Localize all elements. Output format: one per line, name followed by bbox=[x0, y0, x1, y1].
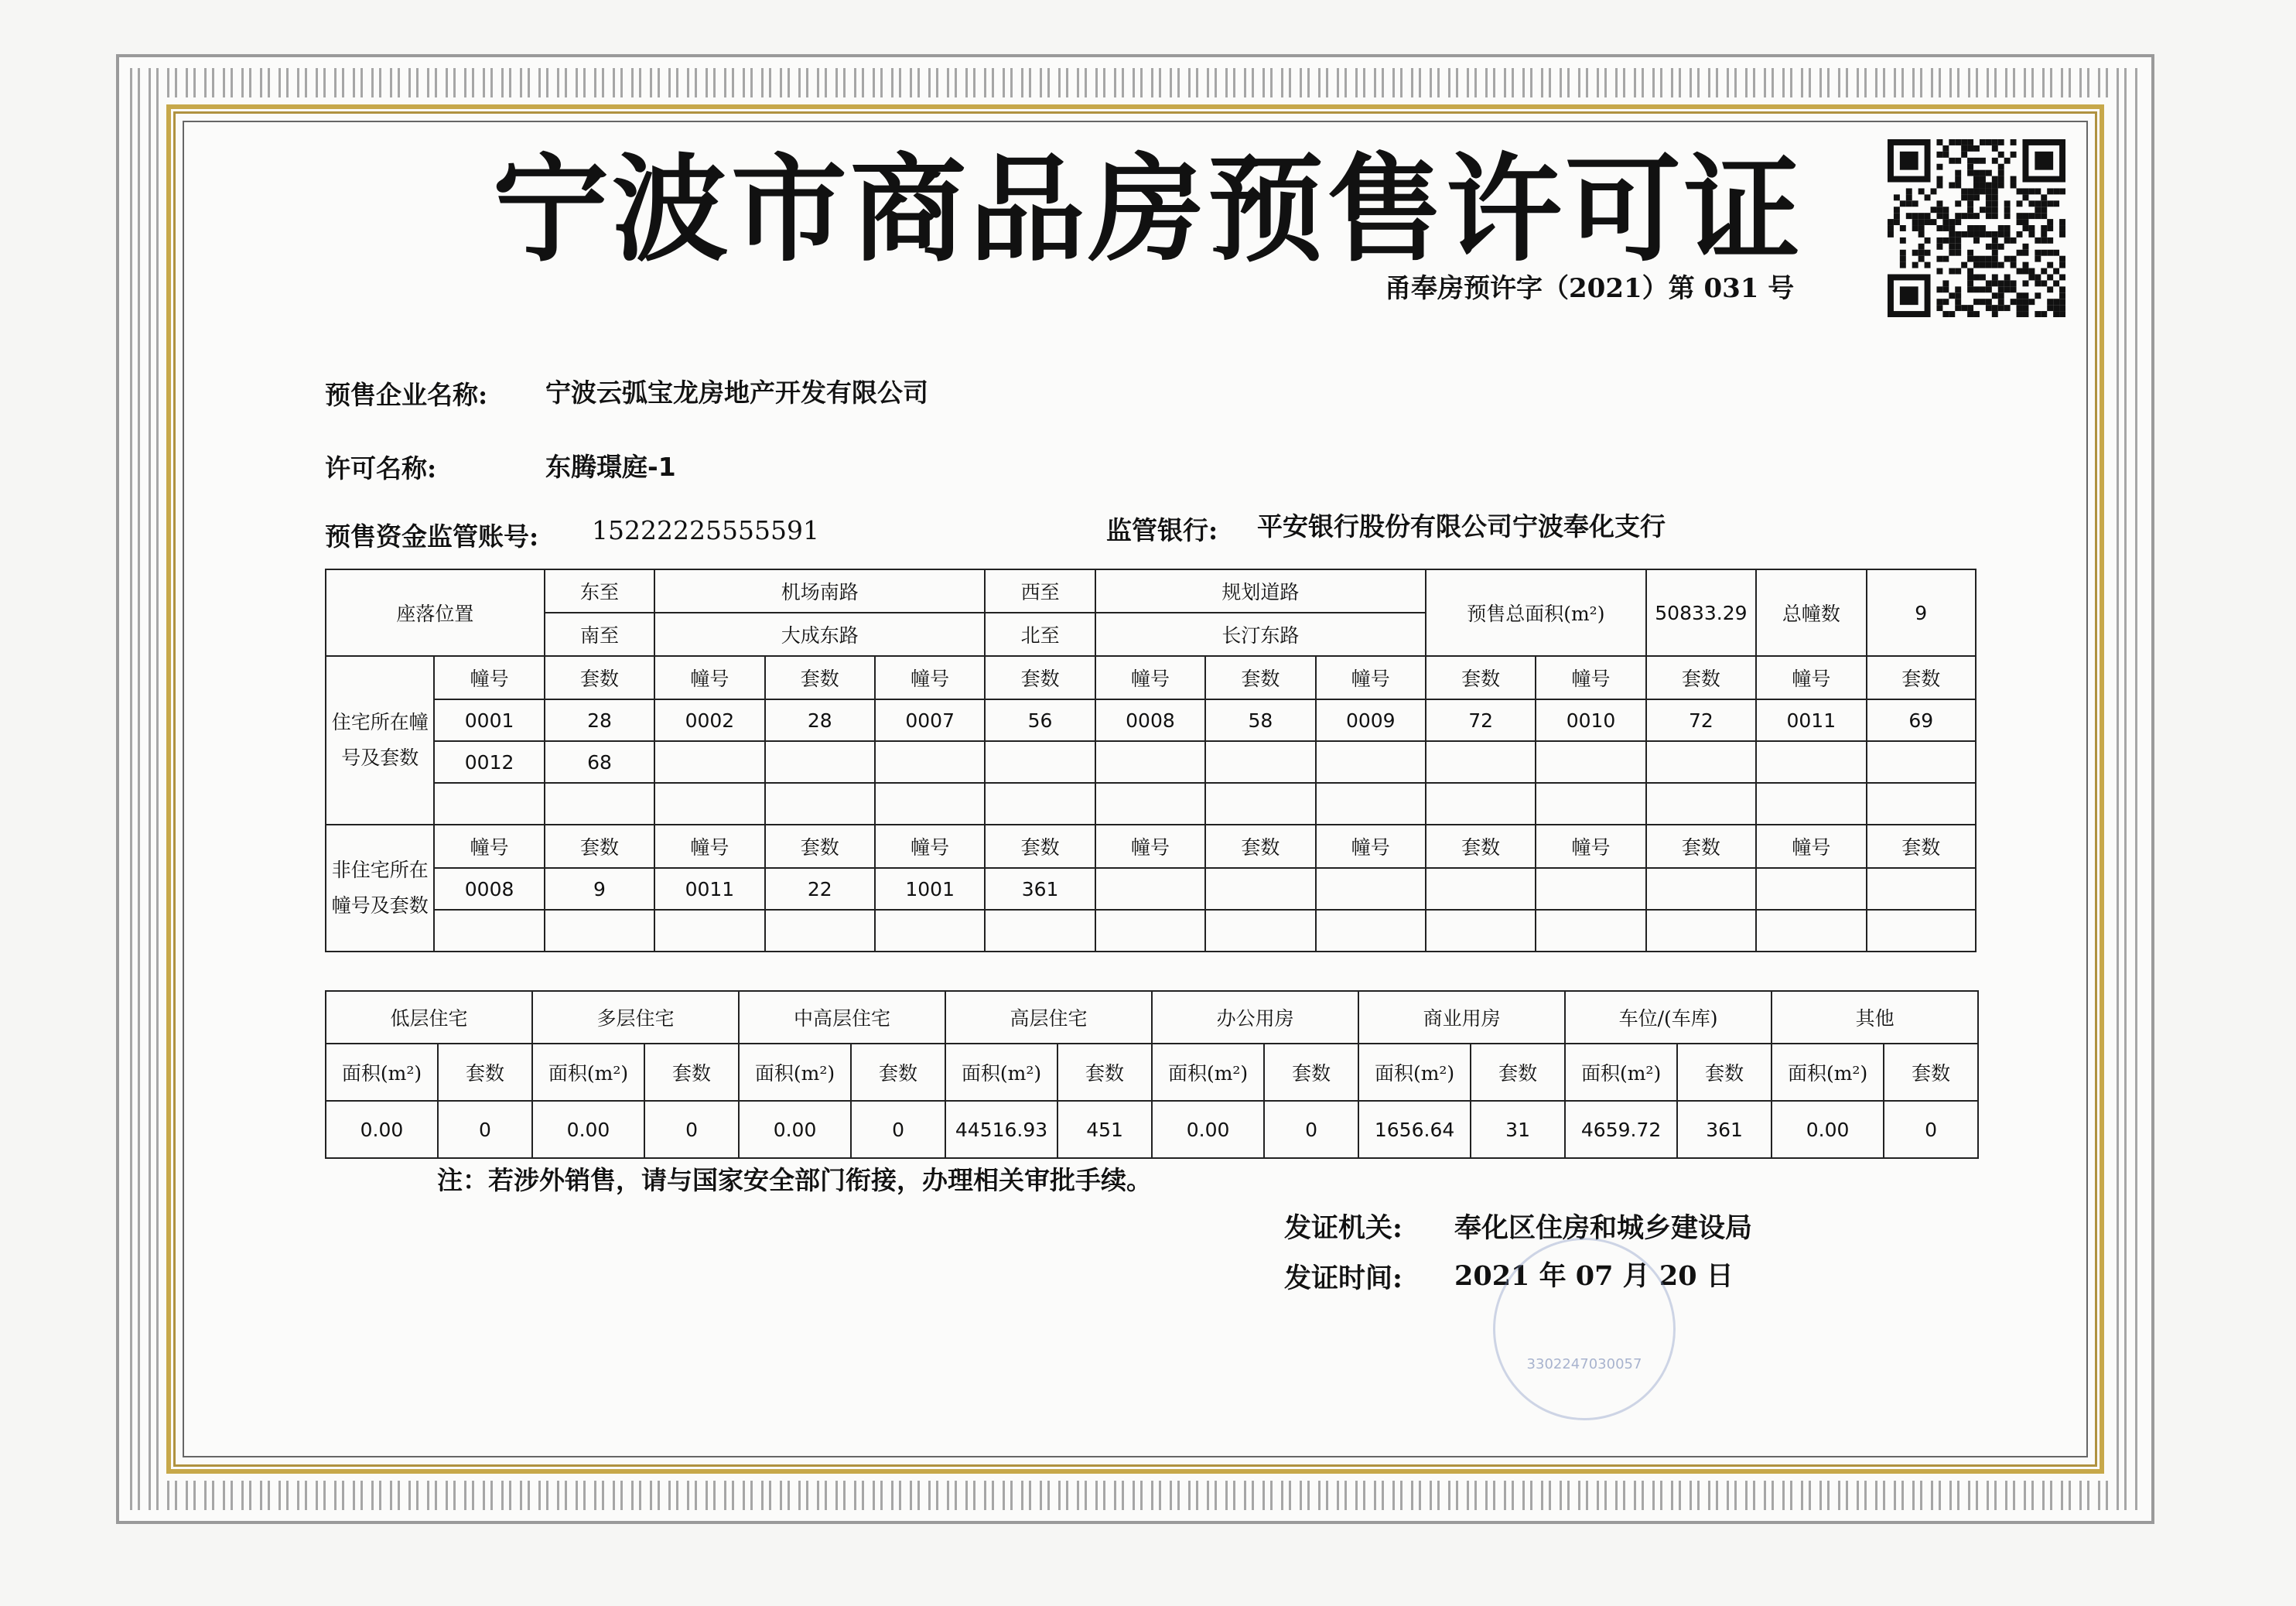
unit-count-cell bbox=[1646, 783, 1756, 825]
building-number-cell: 0010 bbox=[1536, 699, 1645, 741]
unit-count-cell bbox=[985, 783, 1095, 825]
units-header: 套数 bbox=[644, 1044, 739, 1101]
building-number-cell bbox=[1756, 910, 1866, 952]
units-value: 31 bbox=[1471, 1101, 1565, 1158]
col-units-header: 套数 bbox=[1426, 825, 1536, 868]
col-building-header: 幢号 bbox=[1095, 656, 1205, 699]
unit-count-cell bbox=[765, 910, 875, 952]
issuer-value: 奉化区住房和城乡建设局 bbox=[1454, 1212, 1753, 1244]
col-building-header: 幢号 bbox=[875, 656, 985, 699]
unit-count-cell bbox=[545, 783, 654, 825]
building-number-cell: 0002 bbox=[654, 699, 764, 741]
south-value: 大成东路 bbox=[654, 613, 985, 656]
building-number-cell: 0011 bbox=[1756, 699, 1866, 741]
building-number-cell bbox=[1536, 783, 1645, 825]
area-value: 0.00 bbox=[1772, 1101, 1884, 1158]
units-header: 套数 bbox=[1677, 1044, 1772, 1101]
building-number-cell bbox=[434, 910, 544, 952]
building-number-cell: 0008 bbox=[1095, 699, 1205, 741]
col-building-header: 幢号 bbox=[1536, 656, 1645, 699]
building-number-cell bbox=[1756, 783, 1866, 825]
area-value: 0.00 bbox=[532, 1101, 644, 1158]
east-value: 机场南路 bbox=[654, 569, 985, 613]
unit-count-cell: 69 bbox=[1867, 699, 1976, 741]
units-value: 0 bbox=[644, 1101, 739, 1158]
unit-count-cell bbox=[985, 910, 1095, 952]
area-header: 面积(m²) bbox=[532, 1044, 644, 1101]
unit-count-cell: 9 bbox=[545, 868, 654, 910]
area-value: 0.00 bbox=[326, 1101, 438, 1158]
unit-count-cell: 58 bbox=[1205, 699, 1315, 741]
unit-count-cell bbox=[1426, 910, 1536, 952]
building-number-cell bbox=[654, 783, 764, 825]
unit-count-cell bbox=[545, 910, 654, 952]
building-number-cell bbox=[1095, 783, 1205, 825]
building-number-cell bbox=[1316, 910, 1426, 952]
building-table bbox=[325, 569, 1977, 952]
east-label: 东至 bbox=[545, 569, 654, 613]
qr-code-icon bbox=[1888, 139, 2065, 317]
issue-date-label: 发证时间: bbox=[1284, 1263, 1403, 1294]
building-number-cell bbox=[1756, 868, 1866, 910]
unit-count-cell bbox=[765, 741, 875, 783]
building-number-cell: 0011 bbox=[654, 868, 764, 910]
building-number-cell: 0001 bbox=[434, 699, 544, 741]
issue-date-value: 2021 年 07 月 20 日 bbox=[1454, 1260, 1734, 1292]
building-number-cell bbox=[1095, 868, 1205, 910]
col-building-header: 幢号 bbox=[654, 656, 764, 699]
seal-code: 3302247030057 bbox=[1526, 1356, 1642, 1372]
permit-name-value: 东腾璟庭-1 bbox=[545, 452, 676, 482]
bank-value: 平安银行股份有限公司宁波奉化支行 bbox=[1257, 511, 1666, 542]
area-value: 0.00 bbox=[1152, 1101, 1264, 1158]
col-units-header: 套数 bbox=[1205, 656, 1315, 699]
company-label: 预售企业名称: bbox=[325, 380, 488, 410]
unit-count-cell bbox=[1867, 741, 1976, 783]
unit-count-cell bbox=[1205, 868, 1315, 910]
account-value: 15222225555591 bbox=[592, 515, 819, 545]
area-header: 面积(m²) bbox=[1772, 1044, 1884, 1101]
units-header: 套数 bbox=[1057, 1044, 1152, 1101]
building-number-cell bbox=[1316, 741, 1426, 783]
col-building-header: 幢号 bbox=[875, 825, 985, 868]
col-building-header: 幢号 bbox=[1756, 825, 1866, 868]
area-header: 面积(m²) bbox=[739, 1044, 851, 1101]
col-building-header: 幢号 bbox=[1316, 825, 1426, 868]
col-units-header: 套数 bbox=[545, 656, 654, 699]
north-label: 北至 bbox=[985, 613, 1095, 656]
building-number-cell bbox=[654, 910, 764, 952]
table-row bbox=[326, 783, 1976, 825]
units-value: 0 bbox=[438, 1101, 532, 1158]
units-value: 0 bbox=[851, 1101, 945, 1158]
building-number-cell bbox=[875, 783, 985, 825]
unit-count-cell bbox=[1205, 783, 1315, 825]
table-row bbox=[326, 910, 1976, 952]
unit-count-cell bbox=[1426, 741, 1536, 783]
col-units-header: 套数 bbox=[985, 656, 1095, 699]
unit-count-cell: 72 bbox=[1426, 699, 1536, 741]
building-number-cell bbox=[1316, 783, 1426, 825]
summary-table bbox=[325, 990, 1979, 1159]
building-number-cell bbox=[1536, 868, 1645, 910]
building-number-cell bbox=[434, 783, 544, 825]
category-header: 中高层住宅 bbox=[739, 991, 945, 1044]
company-value: 宁波云弧宝龙房地产开发有限公司 bbox=[545, 378, 928, 408]
col-building-header: 幢号 bbox=[1536, 825, 1645, 868]
residential-section bbox=[326, 656, 1976, 825]
unit-count-cell: 28 bbox=[545, 699, 654, 741]
building-number-cell bbox=[1756, 741, 1866, 783]
south-label: 南至 bbox=[545, 613, 654, 656]
residential-label: 住宅所在幢号及套数 bbox=[326, 656, 434, 825]
col-units-header: 套数 bbox=[1205, 825, 1315, 868]
building-number-cell bbox=[1316, 868, 1426, 910]
issuer-label: 发证机关: bbox=[1284, 1212, 1403, 1244]
west-label: 西至 bbox=[985, 569, 1095, 613]
unit-count-cell bbox=[1426, 783, 1536, 825]
col-units-header: 套数 bbox=[765, 656, 875, 699]
unit-count-cell bbox=[1867, 868, 1976, 910]
building-number-cell: 0007 bbox=[875, 699, 985, 741]
unit-count-cell: 56 bbox=[985, 699, 1095, 741]
col-units-header: 套数 bbox=[985, 825, 1095, 868]
units-value: 0 bbox=[1884, 1101, 1978, 1158]
table-row bbox=[326, 868, 1976, 910]
total-area-value: 50833.29 bbox=[1646, 569, 1756, 656]
building-number-cell: 0012 bbox=[434, 741, 544, 783]
area-header: 面积(m²) bbox=[1152, 1044, 1264, 1101]
total-area-label: 预售总面积(m²) bbox=[1426, 569, 1646, 656]
category-header: 多层住宅 bbox=[532, 991, 739, 1044]
col-building-header: 幢号 bbox=[1316, 656, 1426, 699]
unit-count-cell: 22 bbox=[765, 868, 875, 910]
north-value: 长汀东路 bbox=[1095, 613, 1426, 656]
col-units-header: 套数 bbox=[1426, 656, 1536, 699]
total-buildings-label: 总幢数 bbox=[1756, 569, 1866, 656]
category-header: 低层住宅 bbox=[326, 991, 532, 1044]
building-number-cell bbox=[875, 741, 985, 783]
col-units-header: 套数 bbox=[1867, 656, 1976, 699]
building-number-cell bbox=[1095, 910, 1205, 952]
unit-count-cell bbox=[1867, 910, 1976, 952]
area-header: 面积(m²) bbox=[1565, 1044, 1677, 1101]
area-value: 4659.72 bbox=[1565, 1101, 1677, 1158]
units-header: 套数 bbox=[1471, 1044, 1565, 1101]
units-value: 451 bbox=[1057, 1101, 1152, 1158]
building-number-cell bbox=[1536, 910, 1645, 952]
category-header: 车位/(车库) bbox=[1565, 991, 1772, 1044]
area-value: 0.00 bbox=[739, 1101, 851, 1158]
col-units-header: 套数 bbox=[1867, 825, 1976, 868]
building-number-cell bbox=[875, 910, 985, 952]
units-value: 361 bbox=[1677, 1101, 1772, 1158]
units-value: 0 bbox=[1264, 1101, 1358, 1158]
west-value: 规划道路 bbox=[1095, 569, 1426, 613]
units-header: 套数 bbox=[851, 1044, 945, 1101]
unit-count-cell bbox=[1646, 910, 1756, 952]
permit-name-label: 许可名称: bbox=[325, 453, 437, 484]
account-label: 预售资金监管账号: bbox=[325, 521, 539, 552]
unit-count-cell bbox=[1646, 868, 1756, 910]
col-building-header: 幢号 bbox=[434, 825, 544, 868]
area-header: 面积(m²) bbox=[326, 1044, 438, 1101]
col-building-header: 幢号 bbox=[1095, 825, 1205, 868]
col-units-header: 套数 bbox=[545, 825, 654, 868]
col-units-header: 套数 bbox=[765, 825, 875, 868]
area-header: 面积(m²) bbox=[945, 1044, 1057, 1101]
table-row bbox=[326, 699, 1976, 741]
unit-count-cell bbox=[1205, 910, 1315, 952]
bank-label: 监管银行: bbox=[1106, 515, 1218, 545]
building-number-cell bbox=[1095, 741, 1205, 783]
unit-count-cell bbox=[1646, 741, 1756, 783]
col-building-header: 幢号 bbox=[1756, 656, 1866, 699]
area-header: 面积(m²) bbox=[1358, 1044, 1471, 1101]
col-units-header: 套数 bbox=[1646, 656, 1756, 699]
col-units-header: 套数 bbox=[1646, 825, 1756, 868]
foreign-sales-note: 注：若涉外销售，请与国家安全部门衔接，办理相关审批手续。 bbox=[437, 1165, 1152, 1195]
col-building-header: 幢号 bbox=[654, 825, 764, 868]
units-header: 套数 bbox=[1264, 1044, 1358, 1101]
table-row bbox=[326, 741, 1976, 783]
non-residential-section bbox=[326, 825, 1976, 952]
units-header: 套数 bbox=[1884, 1044, 1978, 1101]
official-seal bbox=[1493, 1238, 1676, 1420]
unit-count-cell: 68 bbox=[545, 741, 654, 783]
unit-count-cell bbox=[765, 783, 875, 825]
total-buildings-value: 9 bbox=[1867, 569, 1976, 656]
unit-count-cell bbox=[1426, 868, 1536, 910]
building-number-cell bbox=[654, 741, 764, 783]
category-header: 商业用房 bbox=[1358, 991, 1565, 1044]
category-header: 高层住宅 bbox=[945, 991, 1152, 1044]
building-number-cell: 0008 bbox=[434, 868, 544, 910]
units-header: 套数 bbox=[438, 1044, 532, 1101]
area-value: 1656.64 bbox=[1358, 1101, 1471, 1158]
building-number-cell: 1001 bbox=[875, 868, 985, 910]
building-number-cell: 0009 bbox=[1316, 699, 1426, 741]
unit-count-cell: 28 bbox=[765, 699, 875, 741]
unit-count-cell bbox=[985, 741, 1095, 783]
col-building-header: 幢号 bbox=[434, 656, 544, 699]
area-value: 44516.93 bbox=[945, 1101, 1057, 1158]
unit-count-cell: 72 bbox=[1646, 699, 1756, 741]
permit-number: 甬奉房预许字（2021）第 031 号 bbox=[1385, 273, 1795, 304]
category-header: 其他 bbox=[1772, 991, 1978, 1044]
unit-count-cell bbox=[1867, 783, 1976, 825]
location-label: 座落位置 bbox=[326, 569, 545, 656]
document-title: 宁波市商品房预售许可证 bbox=[492, 142, 1803, 278]
category-header: 办公用房 bbox=[1152, 991, 1358, 1044]
building-number-cell bbox=[1536, 741, 1645, 783]
unit-count-cell: 361 bbox=[985, 868, 1095, 910]
unit-count-cell bbox=[1205, 741, 1315, 783]
non-residential-label: 非住宅所在幢号及套数 bbox=[326, 825, 434, 952]
